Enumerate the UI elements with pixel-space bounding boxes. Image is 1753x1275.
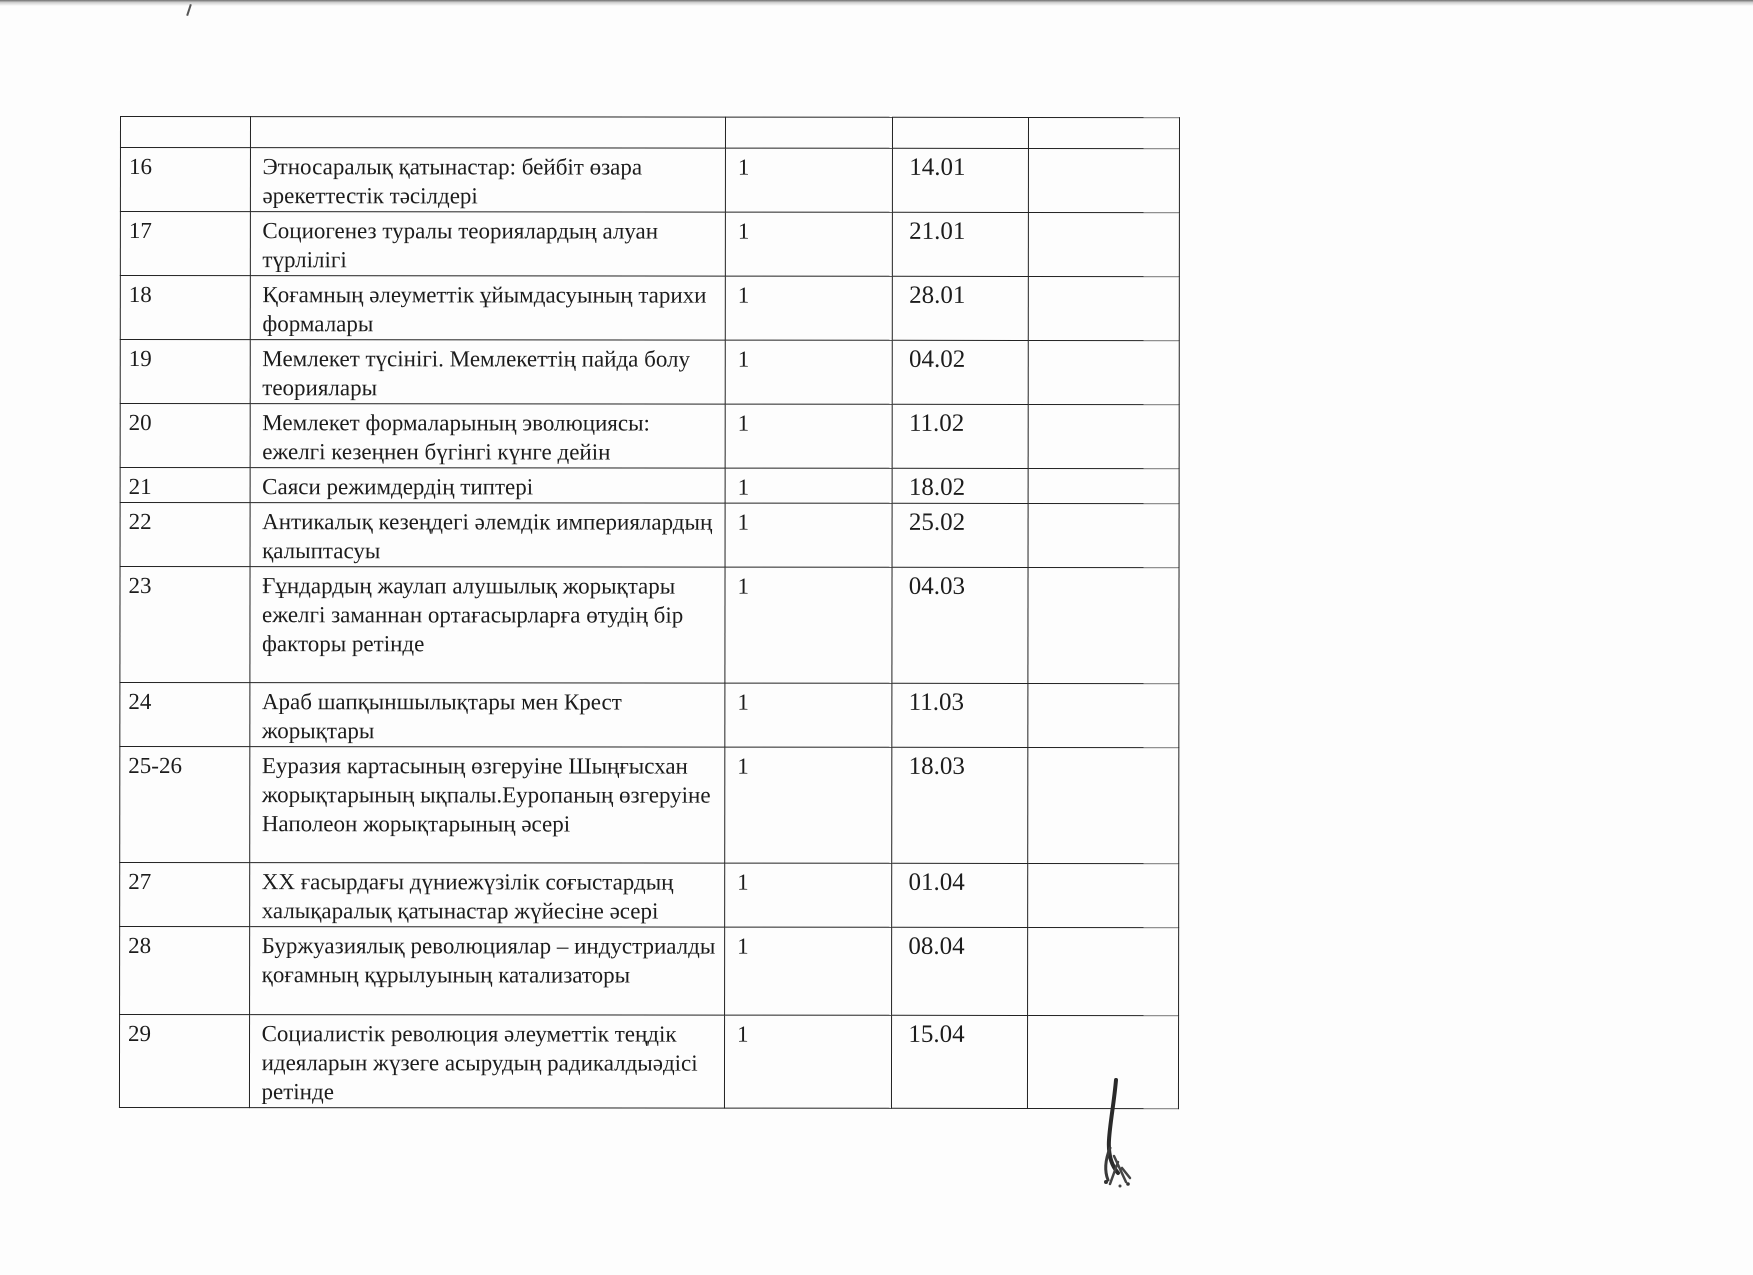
lesson-hours-cell: 1 <box>725 747 892 863</box>
table-row <box>120 212 1179 277</box>
lesson-topic-cell: Араб шапқыншылықтары мен Крест жорықтары <box>249 683 724 747</box>
lesson-date-cell: 11.02 <box>892 404 1028 468</box>
lesson-hours-cell: 1 <box>725 276 892 340</box>
lesson-number-cell: 16 <box>120 148 250 212</box>
lesson-number-cell: 23 <box>120 567 250 683</box>
lesson-hours-cell: 1 <box>725 404 892 468</box>
header-cell-hours <box>725 117 892 148</box>
lesson-date-cell: 15.04 <box>892 1015 1028 1108</box>
lesson-number-cell: 28 <box>120 927 250 1015</box>
lesson-date-cell: 18.03 <box>892 747 1028 863</box>
table-row <box>120 404 1179 469</box>
lesson-note-cell <box>1028 276 1179 340</box>
header-cell-note <box>1028 117 1179 148</box>
table-row <box>120 340 1179 405</box>
table-row <box>120 863 1179 928</box>
lesson-topic-cell: Социогенез туралы теориялардың алуан түрлілігі <box>250 212 725 276</box>
header-cell-topic <box>250 117 725 148</box>
lesson-hours-cell: 1 <box>725 212 892 276</box>
table-row <box>120 468 1179 504</box>
lesson-hours-cell: 1 <box>725 503 892 567</box>
lesson-hours-cell: 1 <box>725 468 892 503</box>
lesson-topic-cell: Социалистік революция әлеуметтік теңдік идеяларын жүзеге асырудың радикалдыәдісі ретінде <box>249 1015 725 1108</box>
lesson-date-cell: 18.02 <box>892 468 1028 503</box>
lesson-topic-cell: Ғұндардың жаулап алушылық жорықтары ежелгі заманнан ортағасырларға өтудің бір факторы ретінде <box>249 567 725 683</box>
lesson-topic-cell: Мемлекет формаларының эволюциясы: ежелгі кезеңнен бүгінгі күнге дейін <box>250 404 725 468</box>
lesson-number-cell: 20 <box>120 404 250 468</box>
lesson-number-cell: 22 <box>120 503 250 567</box>
lesson-date-cell: 04.03 <box>892 567 1028 683</box>
table-row <box>120 927 1179 1016</box>
header-cell-date <box>893 117 1029 148</box>
lesson-date-cell: 14.01 <box>893 148 1029 212</box>
lesson-date-cell: 08.04 <box>892 927 1028 1015</box>
lesson-number-cell: 29 <box>119 1015 249 1108</box>
lesson-topic-cell: Саяси режимдердің типтері <box>250 468 725 503</box>
lesson-note-cell <box>1028 340 1179 404</box>
lesson-topic-cell: Этносаралық қатынастар: бейбіт өзара әрекеттестік тәсілдері <box>250 148 725 212</box>
lesson-topic-cell: Мемлекет түсінігі. Мемлекеттің пайда болу теориялары <box>250 340 725 404</box>
lesson-note-cell <box>1028 468 1179 503</box>
lesson-note-cell <box>1028 863 1179 927</box>
lesson-number-cell: 19 <box>120 340 250 404</box>
lesson-date-cell: 04.02 <box>892 340 1028 404</box>
table-row <box>119 1015 1178 1109</box>
lesson-topic-cell: XX ғасырдағы дүниежүзілік соғыстардың халықаралық қатынастар жүйесіне әсері <box>249 863 724 927</box>
lesson-hours-cell: 1 <box>725 340 892 404</box>
lesson-date-cell: 11.03 <box>892 683 1028 747</box>
lesson-topic-cell: Қоғамның әлеуметтік ұйымдасуының тарихи формалары <box>250 276 725 340</box>
scan-edge-shadow <box>0 0 1753 6</box>
lesson-number-cell: 25-26 <box>120 747 250 863</box>
lesson-plan-table <box>119 116 1180 1109</box>
lesson-hours-cell: 1 <box>724 1015 891 1108</box>
lesson-number-cell: 17 <box>120 212 250 276</box>
lesson-number-cell: 21 <box>120 468 250 503</box>
table-row <box>120 148 1179 213</box>
lesson-note-cell <box>1028 927 1179 1015</box>
handwritten-signature <box>1098 1078 1138 1188</box>
lesson-note-cell <box>1028 148 1179 212</box>
lesson-note-cell <box>1028 404 1179 468</box>
lesson-number-cell: 24 <box>120 683 250 747</box>
table-header-row <box>120 117 1179 149</box>
table-row <box>120 503 1179 568</box>
header-cell-number <box>120 117 250 148</box>
lesson-note-cell <box>1028 503 1179 567</box>
lesson-note-cell <box>1028 747 1179 863</box>
lesson-date-cell: 28.01 <box>893 276 1029 340</box>
table-row <box>120 567 1179 684</box>
lesson-date-cell: 01.04 <box>892 863 1028 927</box>
lesson-number-cell: 18 <box>120 276 250 340</box>
lesson-note-cell <box>1028 567 1179 683</box>
lesson-topic-cell: Антикалық кезеңдегі әлемдік империялардың қалыптасуы <box>250 503 725 567</box>
table-row <box>120 747 1179 864</box>
lesson-hours-cell: 1 <box>725 567 892 683</box>
lesson-note-cell <box>1028 683 1179 747</box>
lesson-plan-body <box>119 117 1179 1109</box>
lesson-hours-cell: 1 <box>725 927 892 1015</box>
table-row <box>120 276 1179 341</box>
table-row <box>120 683 1179 748</box>
lesson-hours-cell: 1 <box>725 683 892 747</box>
lesson-number-cell: 27 <box>120 863 250 927</box>
lesson-date-cell: 21.01 <box>893 212 1029 276</box>
lesson-topic-cell: Буржуазиялық революциялар – индустриалды қоғамның құрылуының катализаторы <box>249 927 725 1015</box>
lesson-hours-cell: 1 <box>725 863 892 927</box>
lesson-date-cell: 25.02 <box>892 503 1028 567</box>
lesson-topic-cell: Еуразия картасының өзгеруіне Шыңғысхан жорықтарының ықпалы.Еуропаның өзгеруіне Наполеон жорықтарының әсері <box>249 747 725 863</box>
lesson-hours-cell: 1 <box>725 148 892 212</box>
lesson-note-cell <box>1028 212 1179 276</box>
